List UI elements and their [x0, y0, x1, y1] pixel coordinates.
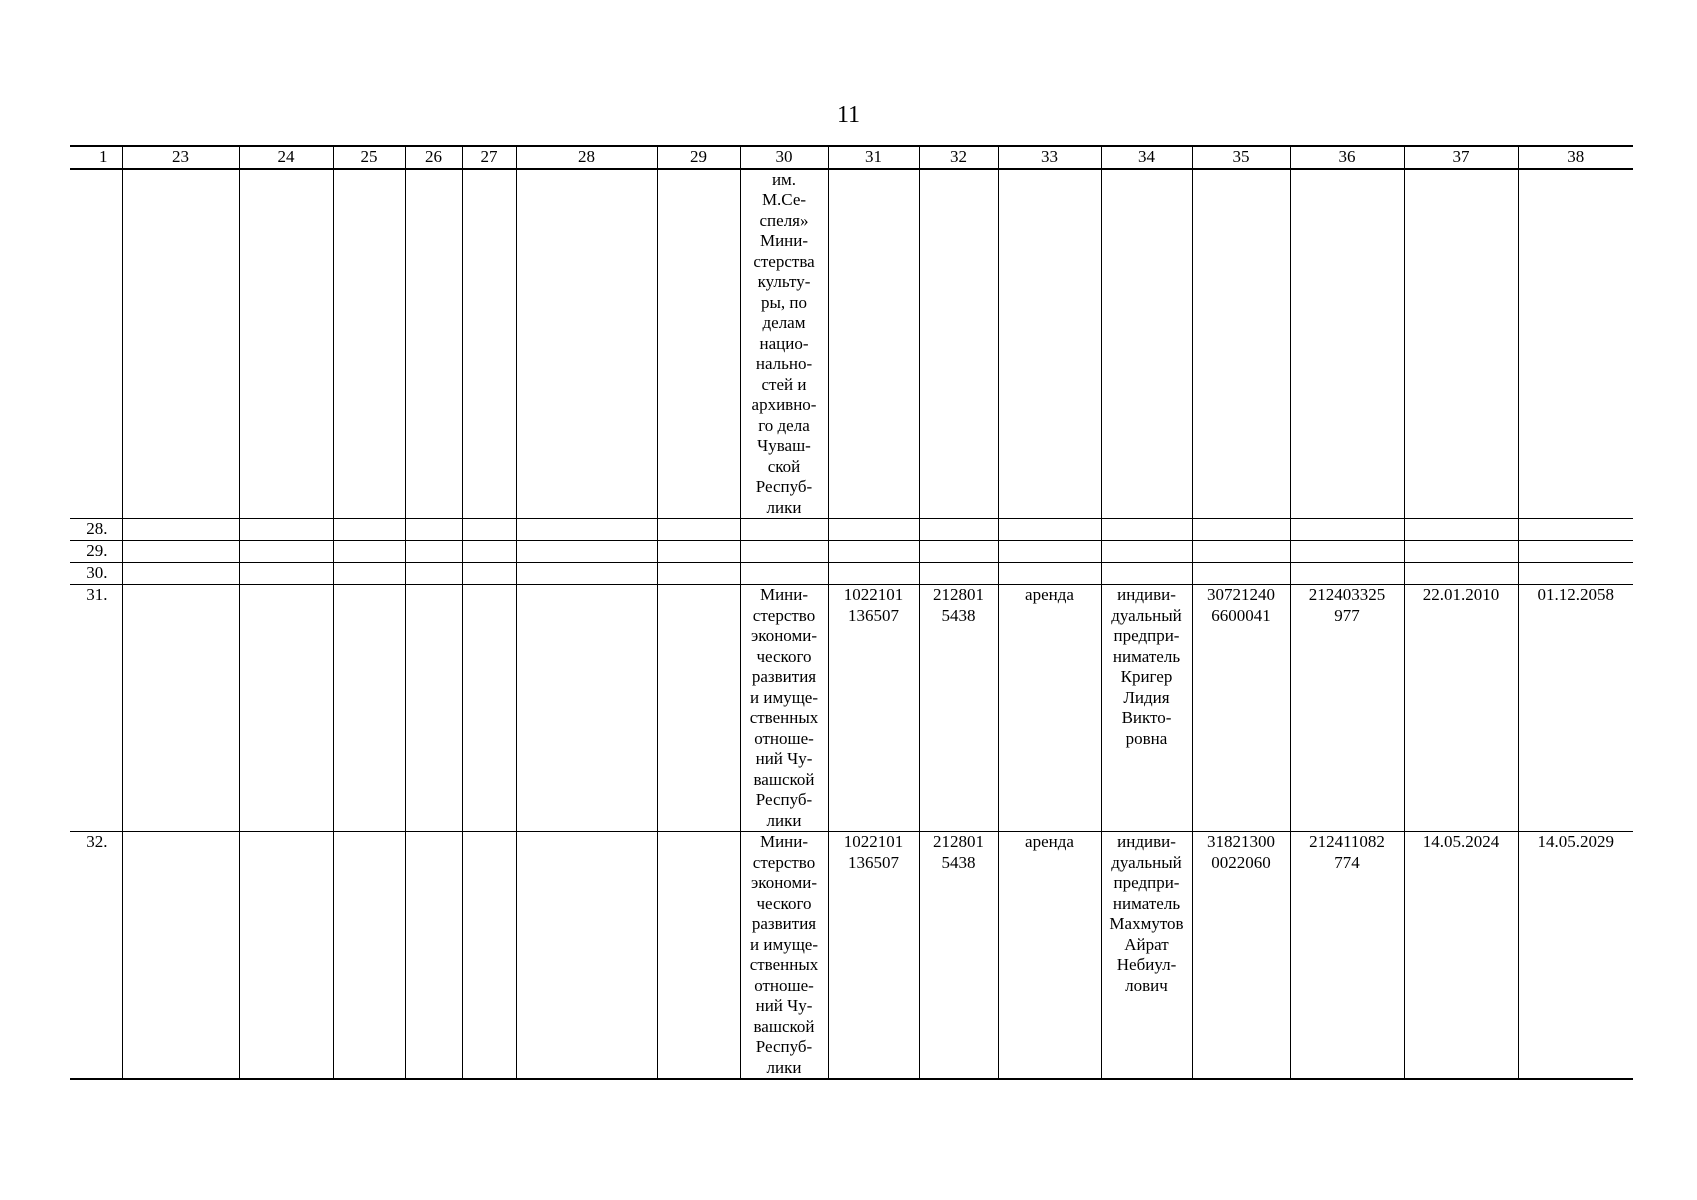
table-cell: [919, 541, 998, 563]
cell-text: индиви- дуальный предпри- ниматель Махмутов Айрат Небиул- лович: [1109, 832, 1184, 995]
table-cell: [919, 563, 998, 585]
header-cell: 35: [1192, 146, 1290, 169]
cell-text: 22.01.2010: [1422, 585, 1500, 604]
table-cell: [1404, 169, 1518, 519]
table-cell: [1192, 563, 1290, 585]
table-cell: [333, 563, 405, 585]
table-cell: [828, 541, 919, 563]
table-cell: [998, 832, 1101, 1080]
table-cell: [405, 541, 462, 563]
table-cell: [333, 541, 405, 563]
table-cell: [462, 832, 516, 1080]
table-cell: [462, 585, 516, 832]
table-row: [70, 563, 1633, 585]
table-cell: [1192, 832, 1290, 1080]
table-cell: [919, 519, 998, 541]
header-cell: 37: [1404, 146, 1518, 169]
table-cell: [919, 832, 998, 1080]
table-cell: [740, 563, 828, 585]
table-cell: [1101, 541, 1192, 563]
cell-text: Мини- стерство экономи- ческого развития и имуще- ственных отноше- ний Чу- вашской Респуб- лики: [749, 585, 819, 830]
table-cell: [516, 519, 657, 541]
row-number-cell: [70, 519, 122, 541]
table-cell: [998, 585, 1101, 832]
table-cell: [333, 519, 405, 541]
table-header-row: [70, 146, 1633, 169]
table-cell: [657, 563, 740, 585]
table-row: [70, 832, 1633, 1080]
table-cell: [1518, 519, 1633, 541]
table-cell: [740, 585, 828, 832]
cell-text: им. М.Се- спеля» Мини- стерства культу- ры, по делам нацио- нально- стей и архивно- го дела Чуваш- ской Респуб- лики: [751, 169, 817, 517]
table-cell: [1101, 585, 1192, 832]
table-cell: [1404, 563, 1518, 585]
table-cell: [239, 541, 333, 563]
table-row: [70, 585, 1633, 832]
cell-text: 1022101 136507: [843, 832, 904, 872]
table-cell: [828, 519, 919, 541]
table-cell: [405, 585, 462, 832]
cell-text: 212403325 977: [1308, 585, 1386, 625]
table-cell: [333, 832, 405, 1080]
table-cell: [1290, 169, 1404, 519]
table-cell: [1518, 585, 1633, 832]
header-cell: 1: [70, 146, 122, 169]
table-cell: [657, 832, 740, 1080]
page-number: 11: [836, 102, 861, 128]
table-cell: [462, 519, 516, 541]
row-number-cell: [70, 541, 122, 563]
table-cell: [998, 541, 1101, 563]
table-cell: [122, 585, 239, 832]
table-cell: [122, 169, 239, 519]
table-cell: [122, 541, 239, 563]
table-cell: [405, 832, 462, 1080]
row-number-cell: [70, 832, 122, 1080]
cell-text: 212411082 774: [1309, 832, 1385, 872]
row-number: 29.: [86, 541, 108, 560]
table-cell: [405, 169, 462, 519]
cell-text: 212801 5438: [933, 832, 984, 872]
table-cell: [239, 519, 333, 541]
table-cell: [122, 832, 239, 1080]
table-cell: [1404, 541, 1518, 563]
row-number: 32.: [86, 832, 108, 851]
cell-text: 30721240 6600041: [1207, 585, 1275, 625]
table-cell: [1404, 585, 1518, 832]
table-cell: [998, 169, 1101, 519]
header-cell: 32: [919, 146, 998, 169]
table-cell: [740, 519, 828, 541]
table-cell: [462, 541, 516, 563]
table-cell: [828, 585, 919, 832]
row-number: 30.: [86, 563, 108, 582]
table-cell: [1192, 519, 1290, 541]
table-cell: [657, 541, 740, 563]
header-cell: 24: [239, 146, 333, 169]
header-cell: 30: [740, 146, 828, 169]
table-cell: [516, 832, 657, 1080]
table-cell: [1290, 541, 1404, 563]
table-cell: [1290, 585, 1404, 832]
table-row: [70, 169, 1633, 519]
row-number: 28.: [86, 519, 108, 538]
cell-text: 14.05.2029: [1537, 832, 1614, 851]
header-cell: 29: [657, 146, 740, 169]
header-cell: 28: [516, 146, 657, 169]
cell-text: индиви- дуальный предпри- ниматель Кригер Лидия Викто- ровна: [1111, 585, 1182, 748]
table-cell: [1518, 169, 1633, 519]
cell-text: аренда: [1025, 832, 1074, 851]
row-number-cell: [70, 169, 122, 519]
table-cell: [740, 832, 828, 1080]
table-cell: [405, 563, 462, 585]
table-cell: [122, 519, 239, 541]
header-cell: 38: [1518, 146, 1633, 169]
table-cell: [516, 563, 657, 585]
table-cell: [1404, 832, 1518, 1080]
table-cell: [1192, 541, 1290, 563]
table-cell: [1192, 169, 1290, 519]
table-cell: [1518, 541, 1633, 563]
table-cell: [740, 541, 828, 563]
table-cell: [405, 519, 462, 541]
table-row: [70, 519, 1633, 541]
cell-text: аренда: [1025, 585, 1074, 604]
table-cell: [462, 563, 516, 585]
table-cell: [239, 563, 333, 585]
table-cell: [828, 563, 919, 585]
table-cell: [1101, 832, 1192, 1080]
header-cell: 26: [405, 146, 462, 169]
header-cell: 23: [122, 146, 239, 169]
header-cell: 36: [1290, 146, 1404, 169]
table-cell: [1404, 519, 1518, 541]
table-cell: [1290, 519, 1404, 541]
cell-text: 14.05.2024: [1422, 832, 1500, 851]
table-cell: [239, 169, 333, 519]
table-cell: [740, 169, 828, 519]
table-row: [70, 541, 1633, 563]
table-cell: [1290, 832, 1404, 1080]
table-cell: [239, 585, 333, 832]
table-cell: [919, 585, 998, 832]
table-cell: [333, 169, 405, 519]
cell-text: 31821300 0022060: [1207, 832, 1275, 872]
table-cell: [919, 169, 998, 519]
table-cell: [516, 585, 657, 832]
table-cell: [516, 169, 657, 519]
table-cell: [462, 169, 516, 519]
cell-text: 01.12.2058: [1537, 585, 1614, 604]
table-cell: [828, 832, 919, 1080]
table-cell: [1290, 563, 1404, 585]
table-cell: [1101, 519, 1192, 541]
table-cell: [516, 541, 657, 563]
row-number-cell: [70, 585, 122, 832]
header-cell: 34: [1101, 146, 1192, 169]
table-cell: [239, 832, 333, 1080]
header-cell: 27: [462, 146, 516, 169]
table-cell: [1101, 169, 1192, 519]
table-cell: [122, 563, 239, 585]
row-number-cell: [70, 563, 122, 585]
cell-text: Мини- стерство экономи- ческого развития и имуще- ственных отноше- ний Чу- вашской Респуб- лики: [749, 832, 819, 1077]
header-cell: 31: [828, 146, 919, 169]
table-cell: [1101, 563, 1192, 585]
table-cell: [998, 563, 1101, 585]
header-cell: 25: [333, 146, 405, 169]
table-cell: [657, 585, 740, 832]
table-cell: [657, 519, 740, 541]
table-cell: [657, 169, 740, 519]
table-cell: [1192, 585, 1290, 832]
row-number: 31.: [86, 585, 108, 604]
cell-text: 212801 5438: [933, 585, 984, 625]
table-cell: [333, 585, 405, 832]
registry-table: [70, 145, 1633, 1080]
table-cell: [998, 519, 1101, 541]
table-cell: [1518, 563, 1633, 585]
header-cell: 33: [998, 146, 1101, 169]
table-cell: [828, 169, 919, 519]
cell-text: 1022101 136507: [843, 585, 904, 625]
table-cell: [1518, 832, 1633, 1080]
